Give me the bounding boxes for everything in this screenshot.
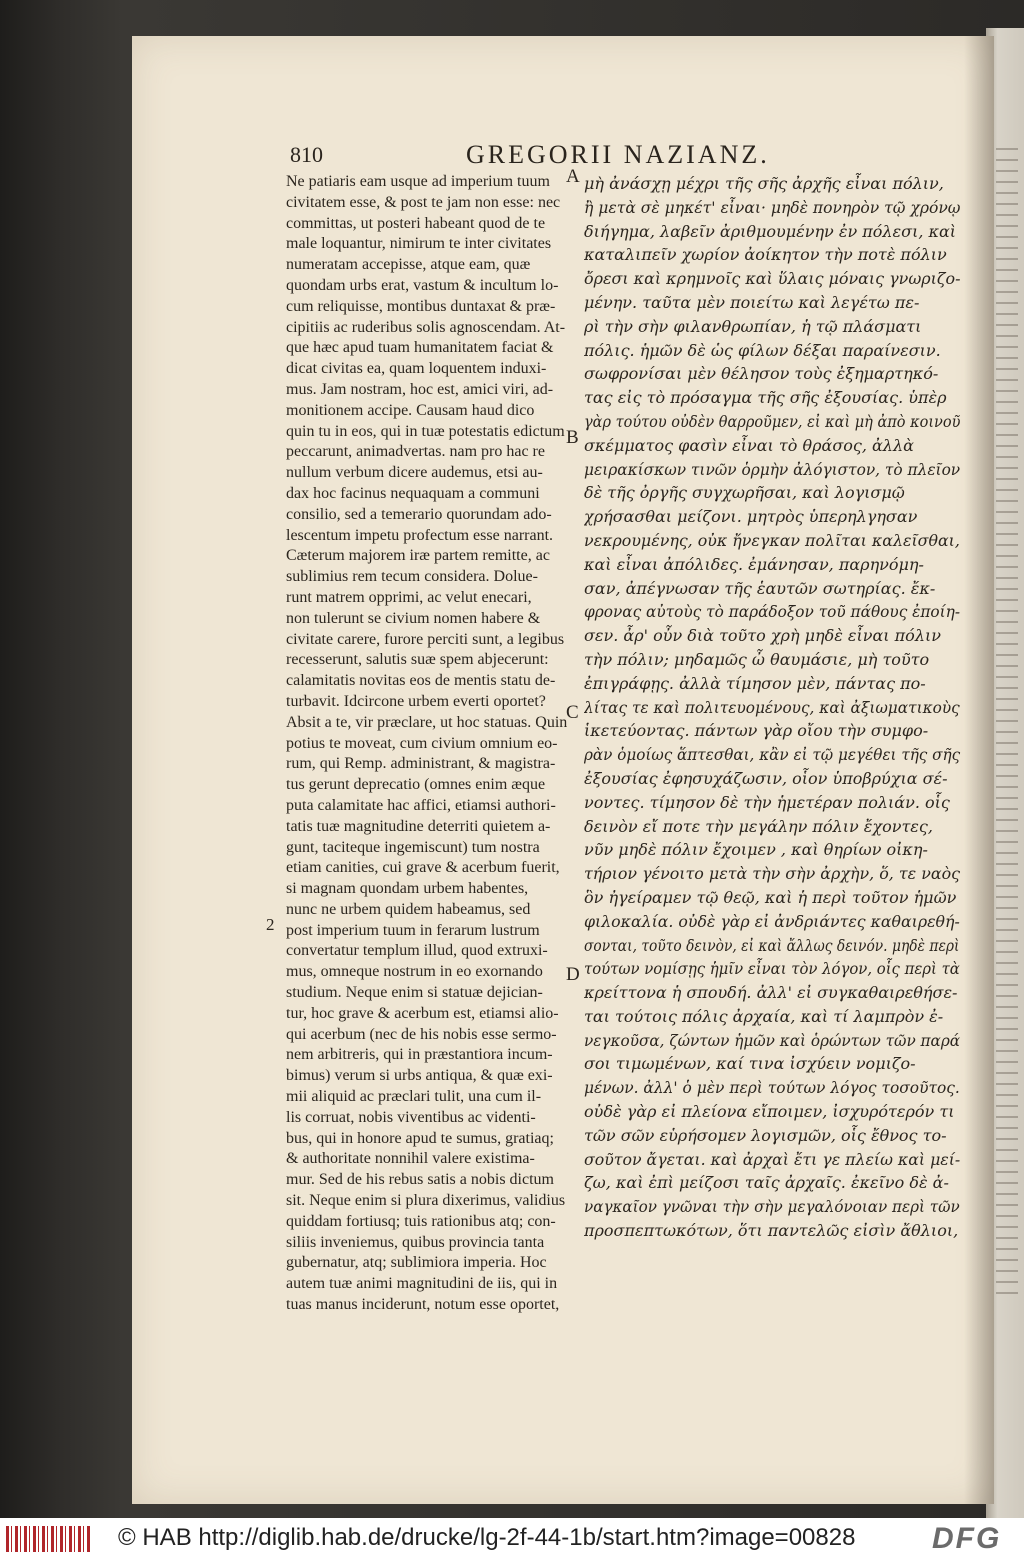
latin-text-line: turbavit. Idcircone urbem everti oportet? [286, 692, 546, 710]
greek-text-line: καὶ εἶναι ἀπόλιδες. ἐμάνησαν, παρηνόμη- [584, 554, 924, 574]
latin-text-line: sit. Neque enim si plura dixerimus, validius [286, 1192, 566, 1210]
greek-column [584, 172, 962, 1243]
latin-text-line: numeratam accepisse, atque eam, quæ [286, 256, 531, 274]
latin-text-line: nullum verbum dicere audemus, etsi au- [286, 464, 543, 482]
latin-text-line: & authoritate nonnihil valere existima- [286, 1150, 535, 1168]
latin-text-line: Cæterum majorem iræ partem remitte, ac [286, 547, 550, 565]
latin-text-line: studium. Neque enim si statuæ dejician- [286, 984, 543, 1002]
page-gutter-shadow [964, 36, 994, 1504]
greek-text-line: δεινὸν εἴ ποτε τὴν μεγάλην πόλιν ἔχοντες, [584, 816, 933, 836]
greek-text-line: ἢ μετὰ σὲ μηκέτ' εἶναι· μηδὲ πονηρὸν τῷ χρόνῳ [584, 197, 961, 217]
latin-text-line: tuas manus inciderunt, notum esse oportet, [286, 1296, 560, 1314]
greek-text-line: καταλιπεῖν χωρίον ἀοίκητον τὴν ποτὲ πόλιν [584, 245, 947, 265]
latin-text-line: peccarunt, animadvertas. nam pro hac re [286, 443, 545, 461]
greek-text-line: νεκρουμένης, οὐκ ἤνεγκαν πολῖται καλεῖσθαι, [584, 530, 960, 550]
latin-text-line: mus. Jam nostram, hoc est, amici viri, ad- [286, 380, 554, 398]
latin-text-line: dicat civitas ea, quam loquentem induxi- [286, 360, 547, 378]
running-header [290, 136, 970, 170]
latin-text-line: monitionem accipe. Causam haud dico [286, 401, 535, 419]
latin-text-line: tatis tuæ magnitudine deterriti quietem a- [286, 817, 551, 835]
latin-text-line: Ne patiaris eam usque ad imperium tuum [286, 173, 550, 190]
latin-text-line: mus, omneque nostrum in eo exornando [286, 963, 543, 981]
margin-note: 2 [266, 915, 275, 934]
greek-text-line: τήριον γένοιτο μετὰ τὴν σὴν ἀρχὴν, ὅ, τε ναὸς [584, 864, 961, 884]
greek-text-line: φιλοκαλία. οὐδὲ γὰρ εἰ ἀνδριάντες καθαιρεθή- [584, 911, 960, 931]
latin-text-line: consilio, sed a temerario quorundam ado- [286, 505, 552, 523]
latin-text-line: mii aliquid ac præclari tulit, una cum il- [286, 1088, 542, 1106]
greek-text-line: σοῦτον ἄγεται. καὶ ἀρχαὶ ἔτι γε πλείω καὶ μεί- [584, 1149, 961, 1169]
latin-text-line: gunt, taciteque ingemiscunt) tum nostra [286, 838, 540, 856]
latin-text-line: gubernatur, atq; sublimiora imperia. Hoc [286, 1254, 547, 1272]
greek-text-line: οὐδὲ γὰρ εἰ πλείονα εἴποιμεν, ἰσχυρότερόν τι [584, 1102, 955, 1122]
greek-text-line: τὴν πόλιν; μηδαμῶς ὦ θαυμάσιε, μὴ τοῦτο [584, 649, 930, 669]
greek-text-line: ρὶ τὴν σὴν φιλανθρωπίαν, ἡ τῷ πλάσματι [584, 316, 922, 336]
greek-text-line: προσπεπτωκότων, ὅτι παντελῶς εἰσὶν ἄθλιοι, [584, 1221, 959, 1241]
greek-text-line: γὰρ τούτου οὐδὲν θαρροῦμεν, εἰ καὶ μὴ ἀπὸ κοινοῦ [584, 411, 961, 431]
latin-text-line: post imperium tuum in ferarum lustrum [286, 921, 540, 939]
latin-text-line: siliis inveniemus, quibus provincia tanta [286, 1233, 545, 1251]
greek-text-line: κρείττονα ἡ σπουδή. ἀλλ' εἰ συγκαθαιρεθήσε- [584, 983, 958, 1003]
latin-text-line: male loquantur, nimirum te inter civitates [286, 235, 552, 253]
greek-text-line: σκέμματος φασὶν εἶναι τὸ θράσος, ἀλλὰ [584, 435, 914, 455]
latin-text-line: tur, hoc grave & acerbum est, etiamsi alio- [286, 1004, 559, 1022]
viewer-footer [0, 1518, 1024, 1560]
latin-text-line: civitate carere, furore perciti sunt, a legibus [286, 630, 565, 648]
greek-text-line: τῶν σῶν εὑρήσομεν λογισμῶν, οἷς ἔθνος το- [584, 1125, 947, 1145]
latin-text-line: quondam urbs erat, vastum & incultum lo- [286, 276, 559, 294]
page-number: 810 [290, 142, 323, 167]
credit-link[interactable]: © HAB http://diglib.hab.de/drucke/lg-2f-44-1b/start.htm?image=00828 [118, 1524, 856, 1551]
greek-text-line: μὴ ἀνάσχῃ μέχρι τῆς σῆς ἀρχῆς εἶναι πόλιν, [584, 174, 944, 193]
section-marker-a: A [566, 166, 580, 187]
greek-text-line: ρὰν ὁμοίως ἅπτεσθαι, κἂν εἰ τῷ μεγέθει τῆς σῆς [584, 745, 961, 765]
latin-text-line: quiddam fortiusq; tuis rationibus atq; con- [286, 1212, 556, 1230]
latin-text-line: civitatem esse, & post te jam non esse: nec [286, 193, 561, 211]
latin-text-line: dax hoc facinus nequaquam a communi [286, 484, 540, 502]
greek-text-line: μένων. ἀλλ' ὁ μὲν περὶ τούτων λόγος τοσοῦτος. [584, 1078, 960, 1098]
greek-text-line: τας εἰς τὸ πρόσαγμα τῆς σῆς ἐξουσίας. ὑπὲρ [584, 388, 947, 408]
latin-text-line: que hæc apud tuam humanitatem faciat & [286, 339, 554, 357]
greek-text-line: σονται, τοῦτο δεινὸν, εἰ καὶ ἄλλως δεινόν. μηδὲ περὶ [584, 935, 960, 955]
latin-text-line: mur. Sed de his rebus satis a nobis dictum [286, 1171, 554, 1189]
greek-text-line: νῦν μηδὲ πόλιν ἔχοιμεν , καὶ θηρίων οἰκη- [584, 840, 928, 860]
greek-text-line: ναγκαῖον γνῶναι τὴν σὴν μεγαλόνοιαν περὶ τῶν [584, 1197, 960, 1217]
latin-text-line: sublimius rem tecum considera. Dolue- [286, 568, 538, 586]
latin-text-line: si magnam quondam urbem habentes, [286, 880, 529, 898]
greek-text-line: ὃν ἠγείραμεν τῷ θεῷ, καὶ ἡ περὶ τοῦτον ἡμῶν [584, 887, 957, 907]
greek-text-line: ἱκετεύοντας. πάντων γὰρ οἴου τὴν συμφο- [584, 721, 929, 741]
latin-column [286, 172, 576, 1316]
latin-text-line: cum reliquisse, montibus duntaxat & præ- [286, 297, 556, 315]
greek-text-line: σοι τιμωμένων, καί τινα ἰσχύειν νομιζο- [584, 1054, 916, 1074]
greek-text-line: ἐπιγράφῃς. ἀλλὰ τίμησον μὲν, πάντας πο- [584, 673, 926, 693]
latin-text-line: nem arbitreris, qui in præstantiora incum- [286, 1046, 553, 1064]
latin-text-line: qui acerbum (nec de his nobis esse sermo- [286, 1025, 557, 1043]
greek-text-line: μειρακίσκων τινῶν ὁρμὴν ἀλόγιστον, τὸ πλεῖον [584, 459, 961, 479]
latin-text-line: nunc ne urbem quidem habeamus, sed [286, 900, 531, 918]
latin-text-line: bimus) verum si urbs antiqua, & quæ exi- [286, 1067, 553, 1085]
greek-text-line: ἐξουσίας ἐφησυχάζωσιν, οἷον ὑποβρύχια σέ- [584, 768, 948, 788]
greek-text-line: ὄρεσι καὶ κρημνοῖς καὶ ὕλαις μόναις γνωριζο- [584, 269, 961, 289]
section-marker-d: D [566, 964, 580, 985]
latin-text-line: lis corruat, nobis viventibus ac videnti- [286, 1108, 536, 1126]
greek-text-line: λίτας τε καὶ πολιτευομένους, καὶ ἀξιωματικοὺς [584, 697, 960, 717]
latin-text-line: tus gerunt deprecatio (omnes enim æque [286, 776, 546, 794]
greek-text-line: πόλις. ἡμῶν δὲ ὡς φίλων δέξαι παραίνεσιν. [584, 340, 941, 360]
latin-text-line: puta calamitate hac affici, etiamsi authori- [286, 796, 556, 814]
running-title: GREGORII NAZIANZ. [466, 140, 770, 169]
greek-text-line: ζω, καὶ ἐπὶ μείζοσι ταῖς ἀρχαῖς. ἐκεῖνο δὲ ἀ- [584, 1173, 949, 1193]
greek-text-line: σαν, ἀπέγνωσαν τῆς ἑαυτῶν σωτηρίας. ἔκ- [584, 578, 936, 598]
greek-text-line: διήγημα, λαβεῖν ἀριθμουμένην ἐν πόλεσι, καὶ [584, 221, 957, 241]
latin-text-line: runt matrem opprimi, ac velut enecari, [286, 588, 532, 606]
latin-text-line: potius te moveat, cum civium omnium eo- [286, 734, 558, 752]
latin-text-line: lescentum impetu profectum esse narrant. [286, 526, 554, 544]
latin-text-line: quin tu in eos, qui in tuæ potestatis edictum [286, 422, 565, 440]
latin-text-line: Absit a te, vir præclare, ut hoc statuas. Quin [286, 713, 568, 731]
latin-text-line: committas, ut posteri habeant quod de te [286, 214, 546, 232]
greek-text-line: μένην. ταῦτα μὲν ποιείτω καὶ λεγέτω πε- [584, 292, 920, 312]
latin-text-line: bus, qui in honore apud te sumus, gratiaq; [286, 1129, 554, 1147]
greek-text-line: ται τούτοις πόλις ἀρχαία, καὶ τί λαμπρὸν ἐ- [584, 1006, 944, 1026]
greek-text-line: χρήσασθαι μείζονι. μητρὸς ὑπερηλγησαν [584, 507, 918, 527]
latin-text-line: autem tuæ animi magnitudini de iis, qui in [286, 1275, 558, 1293]
latin-text-line: rum, qui Remp. administrant, & magistra- [286, 755, 556, 773]
bleed-through [996, 148, 1018, 1298]
dfg-logo: DFG [932, 1522, 1002, 1555]
hab-barcode-logo [6, 1526, 90, 1552]
latin-text-line: recesserunt, salutis suæ spem abjecerunt: [286, 651, 549, 669]
greek-text-line: σωφρονίσαι μὲν θέλησον τοὺς ἐξημαρτηκό- [584, 364, 939, 384]
latin-text-line: convertatur templum illud, quod extruxi- [286, 942, 548, 960]
latin-text-line: non tulerunt se civium nomen habere & [286, 609, 541, 627]
greek-text-line: νεγκοῦσα, ζώντων ἡμῶν καὶ ὁρώντων τῶν παρά [584, 1030, 961, 1050]
latin-text-line: cipitiis ac ruderibus solis agnoscendam. At- [286, 318, 566, 336]
greek-text-line: τούτων νομίσῃς ἡμῖν εἶναι τὸν λόγον, οἷς περὶ τὰ [584, 959, 960, 979]
section-marker-b: B [566, 427, 579, 448]
latin-text-line: etiam canities, cui grave & acerbum fuerit, [286, 859, 560, 877]
greek-text-line: φρονας αὐτοὺς τὸ παράδοξον τοῦ πάθους ἐποίη- [584, 602, 960, 622]
greek-text-line: σεν. ἆρ' οὖν διὰ τοῦτο χρὴ μηδὲ εἶναι πόλιν [584, 626, 941, 646]
greek-text-line: νοντες. τίμησον δὲ τὴν ἡμετέραν πολιάν. οἷς [584, 792, 950, 812]
section-marker-c: C [566, 702, 579, 723]
greek-text-line: δὲ τῆς ὀργῆς συγχωρῆσαι, καὶ λογισμῷ [584, 483, 905, 503]
latin-text-line: calamitatis novitas eos de mentis statu de- [286, 672, 556, 690]
